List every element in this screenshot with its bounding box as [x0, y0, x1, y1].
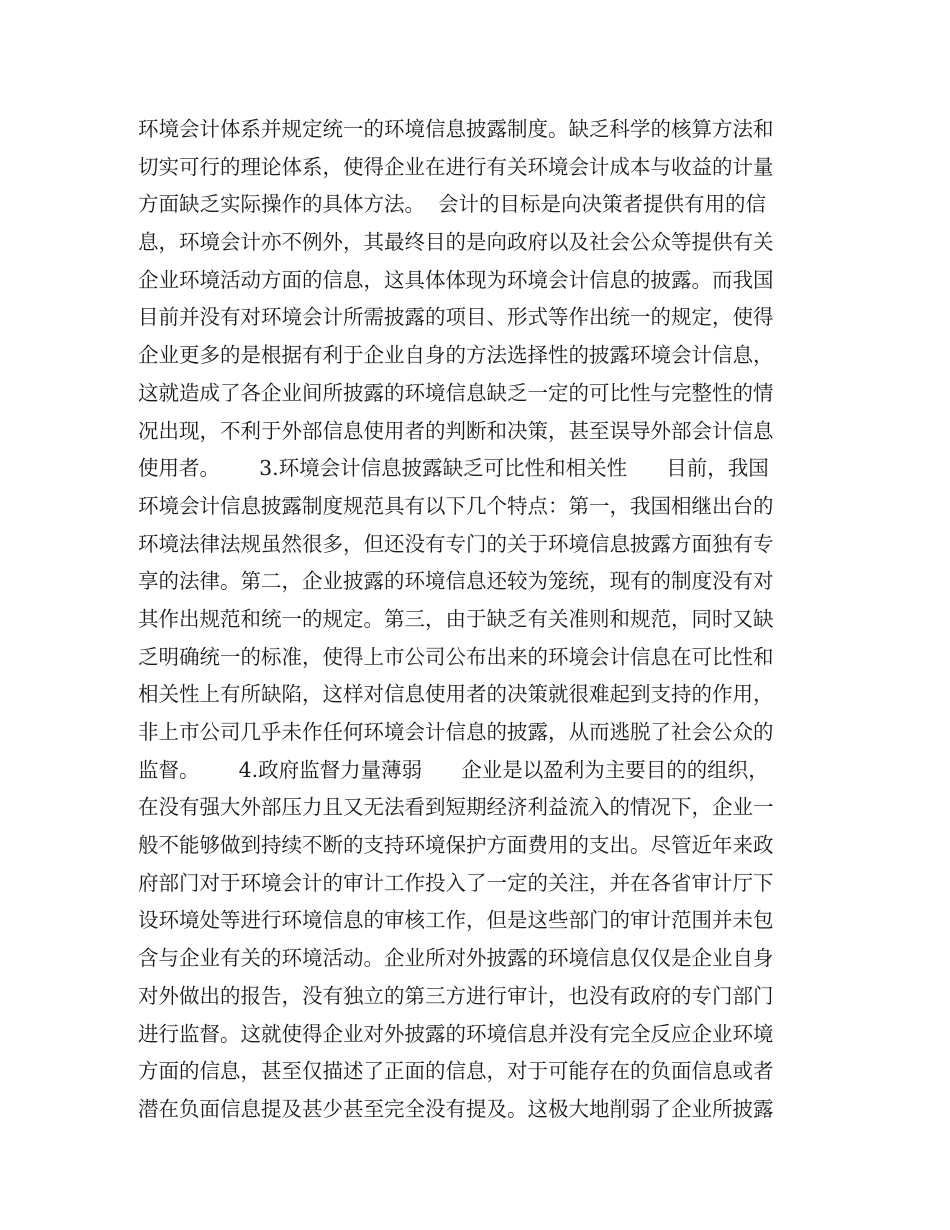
text-line: 环境法律法规虽然很多，但还没有专门的关于环境信息披露方面独有专 — [138, 531, 774, 556]
body-text — [138, 111, 818, 1129]
text-line: 方面的信息，甚至仅描述了正面的信息，对于可能存在的负面信息或者 — [138, 1059, 774, 1084]
text-line: 况出现，不利于外部信息使用者的判断和决策，甚至误导外部会计信息 — [138, 418, 774, 443]
text-line: 享的法律。第二，企业披露的环境信息还较为笼统，现有的制度没有对 — [138, 569, 774, 594]
text-line: 含与企业有关的环境活动。企业所对外披露的环境信息仅仅是企业自身 — [138, 946, 774, 971]
text-line: 府部门对于环境会计的审计工作投入了一定的关注，并在各省审计厅下 — [138, 870, 774, 895]
text-line: 对外做出的报告，没有独立的第三方进行审计，也没有政府的专门部门 — [138, 983, 774, 1008]
text-line: 环境会计体系并规定统一的环境信息披露制度。缺乏科学的核算方法和 — [138, 117, 774, 141]
text-line: 设环境处等进行环境信息的审核工作，但是这些部门的审计范围并未包 — [138, 908, 774, 933]
text-line: 目前并没有对环境会计所需披露的项目、形式等作出统一的规定，使得 — [138, 305, 774, 330]
text-line: 相关性上有所缺陷，这样对信息使用者的决策就很难起到支持的作用， — [138, 682, 774, 707]
text-line: 监督。 4.政府监督力量薄弱 企业是以盈利为主要目的的组织， — [138, 757, 769, 782]
text-line: 其作出规范和统一的规定。第三，由于缺乏有关准则和规范，同时又缺 — [138, 606, 774, 631]
text-line: 般不能够做到持续不断的支持环境保护方面费用的支出。尽管近年来政 — [138, 833, 774, 858]
text-line: 使用者。 3.环境会计信息披露缺乏可比性和相关性 目前，我国 — [138, 456, 769, 481]
text-line: 环境会计信息披露制度规范具有以下几个特点：第一，我国相继出台的 — [138, 493, 774, 518]
text-line: 息，环境会计亦不例外，其最终目的是向政府以及社会公众等提供有关 — [138, 230, 774, 255]
text-line: 非上市公司几乎未作任何环境会计信息的披露，从而逃脱了社会公众的 — [138, 720, 774, 744]
text-line: 方面缺乏实际操作的具体方法。 会计的目标是向决策者提供有用的信 — [138, 192, 767, 217]
text-line: 进行监督。这就使得企业对外披露的环境信息并没有完全反应企业环境 — [138, 1021, 774, 1046]
text-line: 企业环境活动方面的信息，这具体体现为环境会计信息的披露。而我国 — [138, 267, 774, 292]
text-line: 切实可行的理论体系，使得企业在进行有关环境会计成本与收益的计量 — [138, 154, 774, 179]
text-line: 企业更多的是根据有利于企业自身的方法选择性的披露环境会计信息， — [138, 343, 774, 368]
text-line: 潜在负面信息提及甚少甚至完全没有提及。这极大地削弱了企业所披露 — [138, 1096, 774, 1121]
text-line: 乏明确统一的标准，使得上市公司公布出来的环境会计信息在可比性和 — [138, 644, 774, 669]
text-line: 在没有强大外部压力且又无法看到短期经济利益流入的情况下，企业一 — [138, 795, 774, 820]
text-line: 这就造成了各企业间所披露的环境信息缺乏一定的可比性与完整性的情 — [138, 380, 774, 405]
